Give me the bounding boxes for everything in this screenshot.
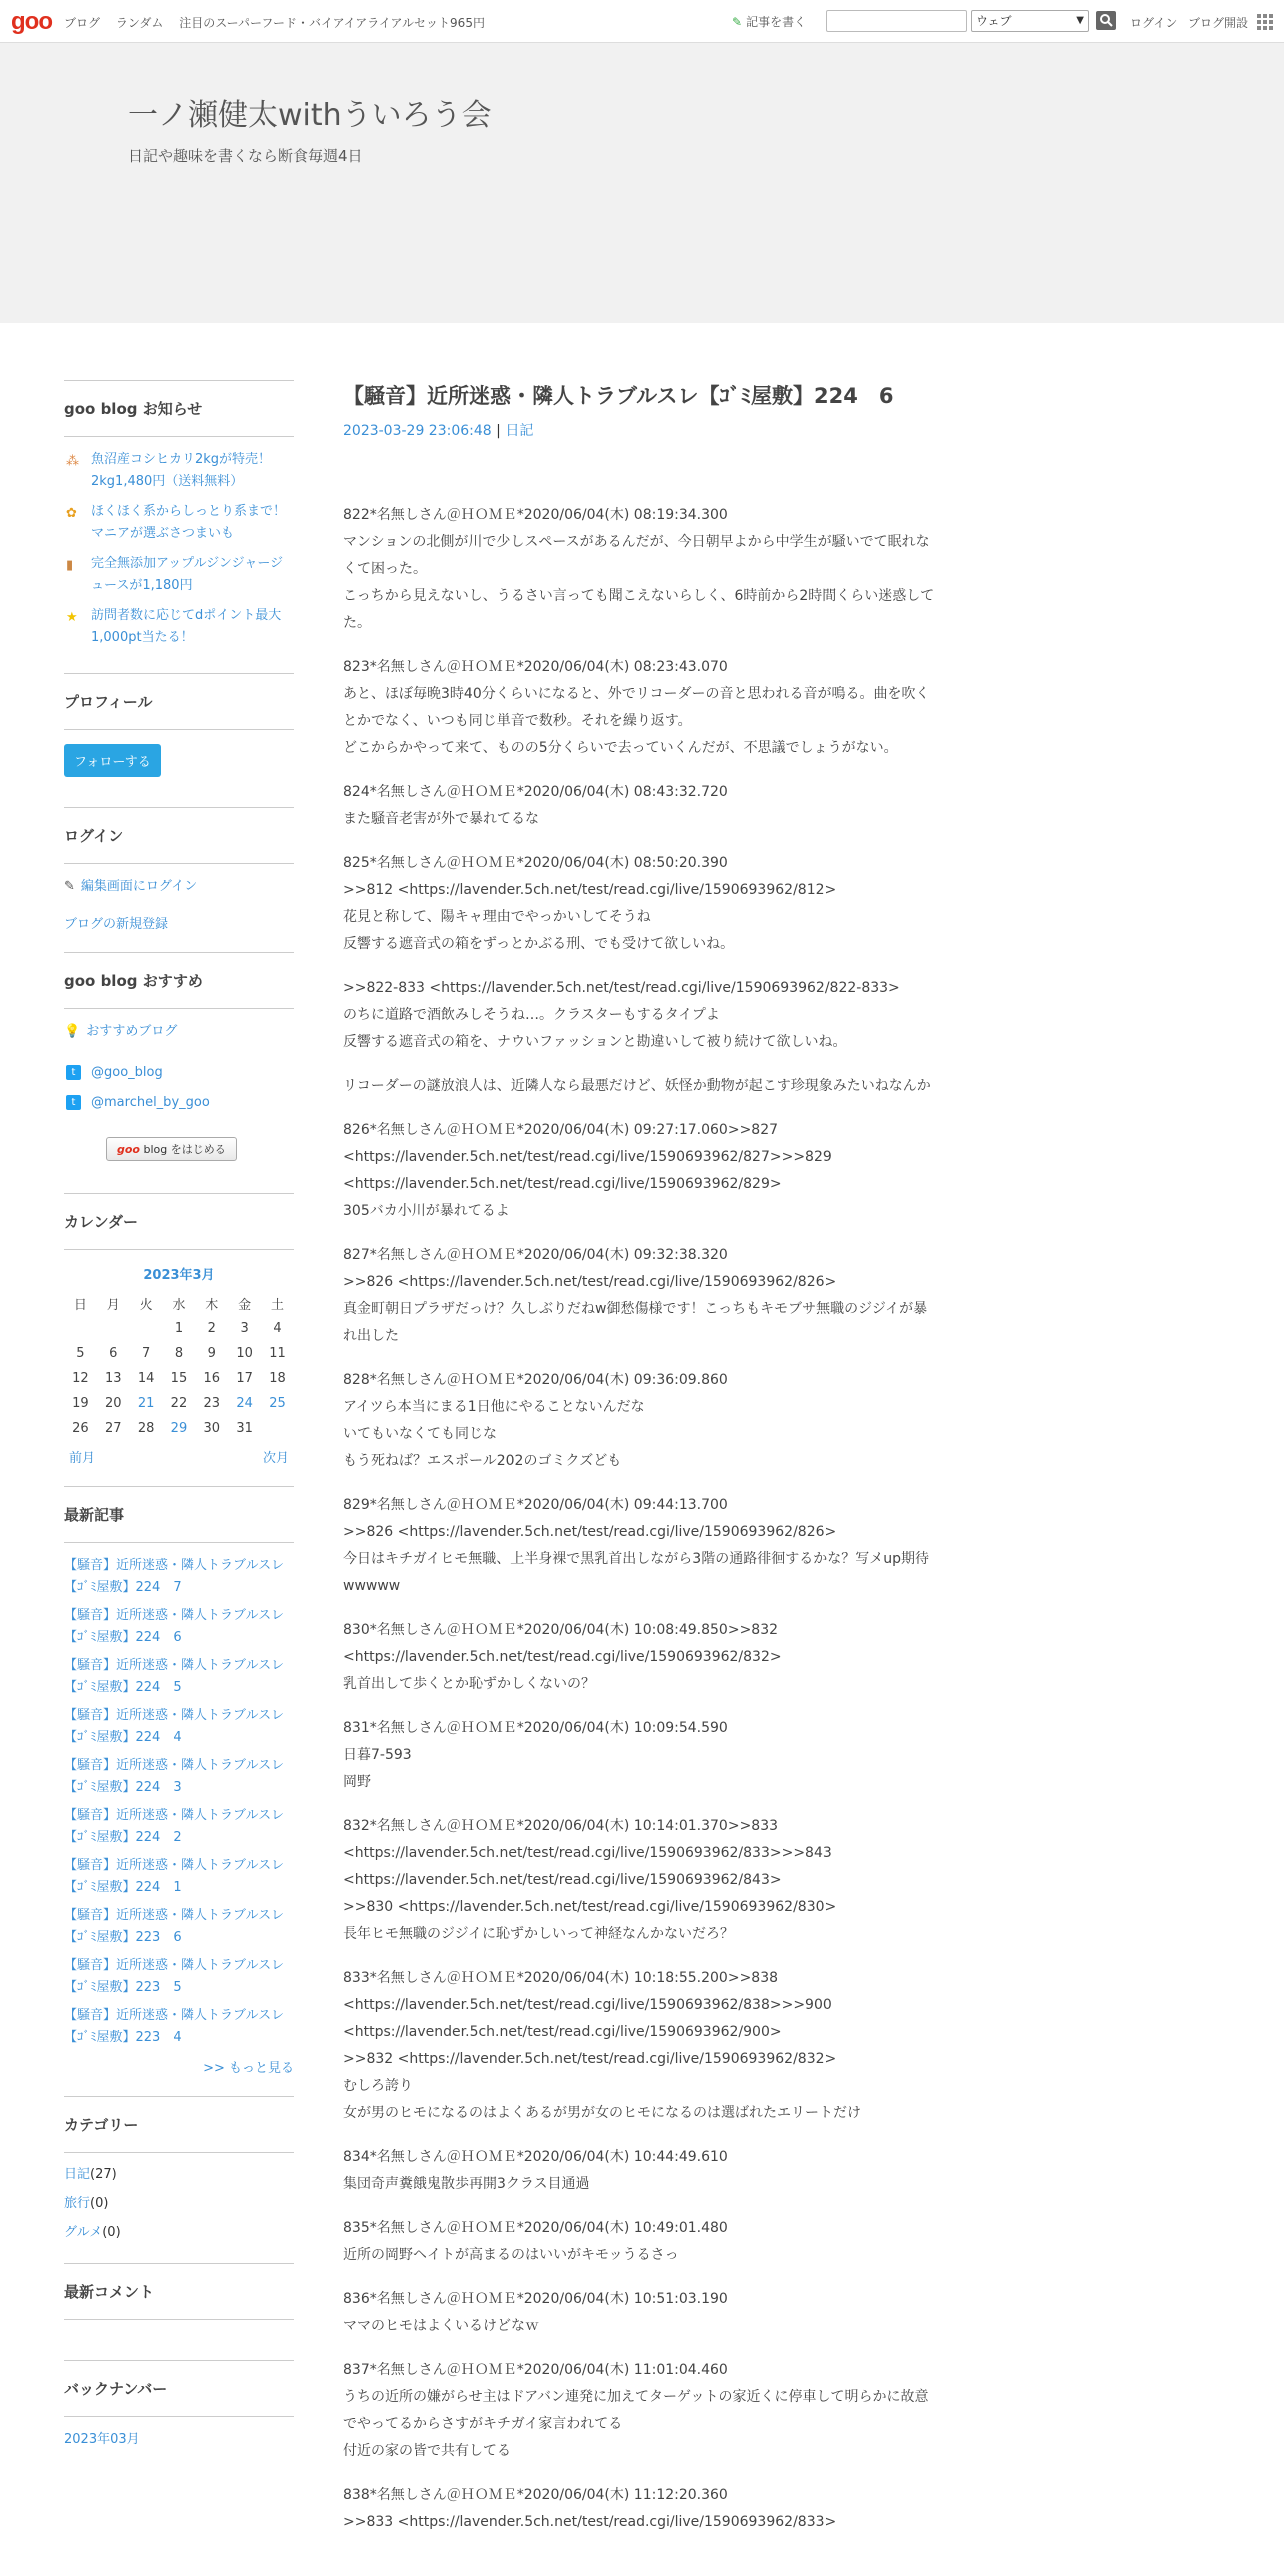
recent-article-link[interactable]: 【騒音】近所迷惑・隣人トラブルスレ【ｺﾞﾐ屋敷】224 1 <box>64 1858 285 1895</box>
write-article-button[interactable] <box>732 13 806 30</box>
notice-item-text: 魚沼産コシヒカリ2kgが特売！2kg1,480円（送料無料） <box>91 452 272 489</box>
calendar-weekday: 日 <box>73 1298 87 1313</box>
recent-article-link[interactable]: 【騒音】近所迷惑・隣人トラブルスレ【ｺﾞﾐ屋敷】224 5 <box>64 1658 285 1695</box>
apps-grid-icon[interactable] <box>1257 14 1273 30</box>
recommend-heading: goo blog おすすめ <box>64 952 294 1009</box>
calendar-weekday: 金 <box>238 1298 252 1313</box>
post-paragraph: 822*名無しさん＠ＨＯＭＥ*2020/06/04(木) 08:19:34.300 マンションの北側が川で少しスペースがあるんだが、今日朝早よから中学生が騒いでて眠れなくて困った。 こっちから見えないし、うるさい言っても聞こえないらしく、6時前から2時間くらい迷惑してた。 <box>343 507 935 631</box>
prev-month-link[interactable]: 前月 <box>69 1451 96 1466</box>
nav-promo[interactable]: 注目のスーパーフード・バイアイアライアルセット965円 <box>179 16 485 30</box>
category-item[interactable] <box>64 2194 294 2214</box>
calendar-heading: カレンダー <box>64 1193 294 1250</box>
notice-item[interactable] <box>64 449 294 493</box>
meta-separator: | <box>496 423 501 439</box>
calendar-weekday: 木 <box>205 1298 219 1313</box>
notice-section <box>64 380 294 649</box>
notice-item[interactable] <box>64 501 294 545</box>
main-content <box>343 380 943 2553</box>
twitter-marchel-link[interactable] <box>64 1093 294 1113</box>
post-paragraph: 829*名無しさん＠ＨＯＭＥ*2020/06/04(木) 09:44:13.700 >>826 <https://lavender.5ch.net/test/read.cgi/live/1590693962/826> 今日はキチガイヒモ無職、上半身裸で黒乳首出しながら3階の通路徘徊するかな？写メup期待wwwww <box>343 1497 929 1594</box>
recent-article-link[interactable]: 【騒音】近所迷惑・隣人トラブルスレ【ｺﾞﾐ屋敷】223 4 <box>64 2008 285 2045</box>
calendar-day: 14 <box>137 1371 155 1386</box>
notice-heading: goo blog お知らせ <box>64 380 294 437</box>
recommend-blog-label: おすすめブログ <box>86 1024 178 1039</box>
open-blog-link[interactable]: ブログ開設 <box>1188 16 1249 30</box>
blog-title[interactable]: 一ノ瀬健太withういろう会 <box>128 98 492 133</box>
post-paragraph: 823*名無しさん＠ＨＯＭＥ*2020/06/04(木) 08:23:43.070 あと、ほぼ毎晩3時40分くらいになると、外でリコーダーの音と思われる音が鳴る。曲を吹くとかでなく、いつも同じ単音で数秒。それを繰り返す。 どこからかやって来て、ものの5分くらいで去っていくんだが、不思議でしょうがない。 <box>343 659 930 756</box>
post-paragraph: 830*名無しさん＠ＨＯＭＥ*2020/06/04(木) 10:08:49.850>>832 <https://lavender.5ch.net/test/read.cgi/live/1590693962/832> 乳首出して歩くとか恥ずかしくないの？ <box>343 1622 782 1692</box>
write-article-label: 記事を書く <box>746 15 807 29</box>
sidebar <box>64 380 294 2467</box>
post-paragraph: 836*名無しさん＠ＨＯＭＥ*2020/06/04(木) 10:51:03.190 ママのヒモはよくいるけどなｗ <box>343 2291 728 2334</box>
calendar-weekday: 水 <box>172 1298 186 1313</box>
post-paragraph: 835*名無しさん＠ＨＯＭＥ*2020/06/04(木) 10:49:01.480 近所の岡野ヘイトが高まるのはいいがキモッうるさっ <box>343 2220 728 2263</box>
notice-item-text: 訪問者数に応じてdポイント最大1,000pt当たる！ <box>91 608 282 645</box>
calendar-day: 22 <box>170 1396 188 1411</box>
calendar-day: 4 <box>273 1321 282 1336</box>
juice-icon: ▮ <box>66 558 74 573</box>
calendar-day: 20 <box>104 1396 122 1411</box>
start-brand: goo <box>117 1143 140 1156</box>
category-name[interactable]: 日記 <box>64 2167 91 2182</box>
search-button[interactable] <box>1096 11 1116 30</box>
calendar-weekday: 火 <box>139 1298 153 1313</box>
post-paragraph: 834*名無しさん＠ＨＯＭＥ*2020/06/04(木) 10:44:49.610 集団奇声糞餓鬼散歩再開3クラス目通過 <box>343 2149 728 2192</box>
calendar-month[interactable]: 2023年3月 <box>143 1268 215 1283</box>
search-input[interactable] <box>826 10 967 32</box>
nav-blog[interactable]: ブログ <box>64 16 101 30</box>
twitter-icon: t <box>66 1095 81 1110</box>
calendar-day[interactable]: 21 <box>137 1396 155 1411</box>
post-date[interactable]: 2023-03-29 23:06:48 <box>343 423 492 439</box>
top-nav <box>64 14 497 31</box>
calendar-weekday: 月 <box>106 1298 120 1313</box>
category-section <box>64 2096 294 2243</box>
nav-random[interactable]: ランダム <box>115 16 164 30</box>
backnumber-section <box>64 2360 294 2451</box>
calendar-day: 8 <box>174 1346 184 1361</box>
blog-header <box>0 43 1284 323</box>
blog-description: 日記や趣味を書くなら断食毎週4日 <box>128 147 363 165</box>
post-paragraph: 832*名無しさん＠ＨＯＭＥ*2020/06/04(木) 10:14:01.370>>833 <https://lavender.5ch.net/test/read.cgi/live/1590693962/833>>>843 <https://lavender.5ch.net/test/read.cgi/live/1590693962/843> >>830 <https://lavender.5ch.net/test/read.cgi/live/1590693962/830> 長年ヒモ無職のジジイに恥ずかしいって神経なんかないだろ？ <box>343 1818 837 1942</box>
notice-item[interactable] <box>64 605 294 649</box>
calendar-day: 6 <box>109 1346 118 1361</box>
calendar-day: 9 <box>207 1346 216 1361</box>
edit-login-link[interactable] <box>64 876 294 898</box>
calendar-day: 1 <box>174 1321 184 1336</box>
recent-article-link[interactable]: 【騒音】近所迷惑・隣人トラブルスレ【ｺﾞﾐ屋敷】224 2 <box>64 1808 285 1845</box>
post-paragraph: 826*名無しさん＠ＨＯＭＥ*2020/06/04(木) 09:27:17.060>>827 <https://lavender.5ch.net/test/read.cgi/live/1590693962/827>>>829 <https://lavender.5ch.net/test/read.cgi/live/1590693962/829> 305バカ小川が暴れてるよ <box>343 1122 832 1219</box>
calendar-day <box>130 1316 163 1341</box>
recent-article-link[interactable]: 【騒音】近所迷惑・隣人トラブルスレ【ｺﾞﾐ屋敷】223 5 <box>64 1958 285 1995</box>
calendar-day[interactable]: 25 <box>269 1396 286 1411</box>
calendar-day: 19 <box>72 1396 89 1411</box>
rice-icon: ⁂ <box>66 454 79 469</box>
calendar-day[interactable]: 29 <box>170 1421 188 1436</box>
calendar-day: 11 <box>269 1346 286 1361</box>
calendar-day[interactable]: 24 <box>236 1396 253 1411</box>
calendar-day: 16 <box>203 1371 221 1386</box>
flower-icon: ✿ <box>66 506 77 521</box>
calendar-day <box>64 1316 97 1341</box>
category-heading: カテゴリー <box>64 2096 294 2153</box>
category-item[interactable] <box>64 2223 294 2243</box>
goo-logo[interactable]: goo <box>11 8 52 35</box>
notice-item-text: ほくほく系からしっとり系まで！マニアが選ぶさつまいも <box>91 504 287 541</box>
login-link[interactable]: ログイン <box>1130 16 1178 30</box>
category-name[interactable]: グルメ <box>64 2225 103 2240</box>
post-paragraph: 825*名無しさん＠ＨＯＭＥ*2020/06/04(木) 08:50:20.390 >>812 <https://lavender.5ch.net/test/read.cgi/live/1590693962/812> 花見と称して、陽キャ理由でやっかいしてそうね 反響する遮音式の箱をずっとかぶる刑、でも受けて欲しいね。 <box>343 855 837 952</box>
category-count: (27) <box>90 2167 117 2182</box>
post-body <box>343 502 943 2536</box>
post-paragraph: 828*名無しさん＠ＨＯＭＥ*2020/06/04(木) 09:36:09.860 アイツら本当にまる1日他にやることないんだな いてもいなくても同じな もう死ねば？エスポール202のゴミクズども <box>343 1372 728 1469</box>
calendar-day: 28 <box>137 1421 155 1436</box>
calendar-day: 30 <box>203 1421 221 1436</box>
calendar-day: 12 <box>72 1371 89 1386</box>
edit-login-label: 編集画面にログイン <box>80 879 198 894</box>
comments-heading: 最新コメント <box>64 2263 294 2320</box>
category-count: (0) <box>90 2196 109 2211</box>
calendar-day: 5 <box>76 1346 85 1361</box>
post-paragraph: 838*名無しさん＠ＨＯＭＥ*2020/06/04(木) 11:12:20.360 >>833 <https://lavender.5ch.net/test/read.cgi/live/1590693962/833> <box>343 2487 837 2530</box>
recommend-blog-link[interactable] <box>64 1021 294 1043</box>
calendar-day: 27 <box>104 1421 122 1436</box>
login-heading: ログイン <box>64 807 294 864</box>
calendar <box>64 1264 294 1466</box>
recent-article-link[interactable]: 【騒音】近所迷惑・隣人トラブルスレ【ｺﾞﾐ屋敷】224 4 <box>64 1708 285 1745</box>
post-paragraph: 837*名無しさん＠ＨＯＭＥ*2020/06/04(木) 11:01:04.460 うちの近所の嫌がらせ主はドアバン連発に加えてターゲットの家近くに停車して明らかに故意でやってるからさすがキチガイ家言われてる 付近の家の皆で共有してる <box>343 2362 929 2459</box>
next-month-link[interactable]: 次月 <box>262 1451 289 1466</box>
post-paragraph: 824*名無しさん＠ＨＯＭＥ*2020/06/04(木) 08:43:32.720 また騒音老害が外で暴れてるな <box>343 784 728 827</box>
calendar-day: 23 <box>203 1396 221 1411</box>
calendar-section <box>64 1193 294 1466</box>
profile-section <box>64 673 294 795</box>
post-paragraph: 827*名無しさん＠ＨＯＭＥ*2020/06/04(木) 09:32:38.320 >>826 <https://lavender.5ch.net/test/read.cgi/live/1590693962/826> 真金町朝日プラザだっけ？久しぶりだねw御愁傷様です！こっちもキモブサ無職のジジイが暴れ出した <box>343 1247 928 1344</box>
register-link[interactable]: ブログの新規登録 <box>64 917 169 932</box>
recent-heading: 最新記事 <box>64 1486 294 1543</box>
login-section <box>64 807 294 936</box>
category-name[interactable]: 旅行 <box>64 2196 91 2211</box>
star-icon: ★ <box>66 610 78 625</box>
notice-item-text: 完全無添加アップルジンジャージュースが1,180円 <box>91 556 284 593</box>
post-paragraph: 831*名無しさん＠ＨＯＭＥ*2020/06/04(木) 10:09:54.590 日暮7-593 岡野 <box>343 1720 728 1790</box>
recent-list <box>64 1555 294 2049</box>
post-paragraph: >>822-833 <https://lavender.5ch.net/test/read.cgi/live/1590693962/822-833> のちに道路で酒飲みしそうね…。クラスターもするタイプよ 反響する遮音式の箱を、ナウいファッションと勘違いして被り続けて欲しいね。 <box>343 980 900 1050</box>
recent-article-link[interactable]: 【騒音】近所迷惑・隣人トラブルスレ【ｺﾞﾐ屋敷】223 6 <box>64 1908 285 1945</box>
post-meta <box>343 420 943 440</box>
backnumber-heading: バックナンバー <box>64 2360 294 2417</box>
calendar-day <box>261 1416 294 1441</box>
twitter-goo-blog-link[interactable] <box>64 1063 294 1083</box>
search-scope-value: ウェブ <box>976 14 1012 28</box>
pen-icon: ✎ <box>64 879 75 894</box>
calendar-day: 26 <box>72 1421 89 1436</box>
twitter-handle: @marchel_by_goo <box>91 1095 210 1110</box>
top-bar <box>0 0 1284 43</box>
start-blog-button[interactable] <box>106 1137 237 1161</box>
recent-article-link[interactable]: 【騒音】近所迷惑・隣人トラブルスレ【ｺﾞﾐ屋敷】224 6 <box>64 1608 285 1645</box>
search-icon <box>1099 13 1113 27</box>
category-count: (0) <box>102 2225 121 2240</box>
calendar-table <box>64 1291 294 1441</box>
start-text: blog をはじめる <box>143 1143 226 1156</box>
post-category[interactable]: 日記 <box>505 423 534 439</box>
calendar-nav <box>69 1447 289 1466</box>
lightbulb-icon: 💡 <box>64 1024 81 1039</box>
calendar-day <box>97 1316 130 1341</box>
calendar-day: 31 <box>236 1421 253 1436</box>
calendar-day: 7 <box>141 1346 151 1361</box>
recent-article-link[interactable]: 【騒音】近所迷惑・隣人トラブルスレ【ｺﾞﾐ屋敷】224 3 <box>64 1758 285 1795</box>
more-link[interactable]: >> もっと見る <box>203 2061 294 2076</box>
calendar-day: 10 <box>236 1346 253 1361</box>
recommend-section <box>64 952 294 1181</box>
comments-section <box>64 2263 294 2320</box>
calendar-day: 13 <box>104 1371 122 1386</box>
calendar-day: 17 <box>236 1371 253 1386</box>
profile-heading: プロフィール <box>64 673 294 730</box>
recent-article-link[interactable]: 【騒音】近所迷惑・隣人トラブルスレ【ｺﾞﾐ屋敷】224 7 <box>64 1558 285 1595</box>
twitter-icon: t <box>66 1065 81 1080</box>
search-scope-select[interactable] <box>971 10 1089 32</box>
calendar-weekday: 土 <box>271 1298 285 1313</box>
pencil-icon: ✎ <box>732 15 743 29</box>
category-item[interactable] <box>64 2165 294 2185</box>
calendar-day: 15 <box>170 1371 188 1386</box>
calendar-day: 2 <box>207 1321 216 1336</box>
backnumber-item[interactable]: 2023年03月 <box>64 2432 140 2447</box>
twitter-handle: @goo_blog <box>91 1065 163 1080</box>
post-title[interactable]: 【騒音】近所迷惑・隣人トラブルスレ【ｺﾞﾐ屋敷】224 6 <box>343 384 894 408</box>
post-paragraph: リコーダーの謎放浪人は、近隣人なら最悪だけど、妖怪か動物が起こす珍現象みたいねなんか <box>343 1078 931 1094</box>
recent-section <box>64 1486 294 2076</box>
calendar-day: 3 <box>240 1321 249 1336</box>
calendar-day: 18 <box>269 1371 286 1386</box>
follow-button[interactable]: フォローする <box>64 744 161 777</box>
post-paragraph: 833*名無しさん＠ＨＯＭＥ*2020/06/04(木) 10:18:55.200>>838 <https://lavender.5ch.net/test/read.cgi/live/1590693962/838>>>900 <https://lavender.5ch.net/test/read.cgi/live/1590693962/900> >>832 <https://lavender.5ch.net/test/read.cgi/live/1590693962/832> むしろ誇り 女が男のヒモになるのはよくあるが男が女のヒモになるのは選ばれたエリートだけ <box>343 1970 861 2121</box>
notice-item[interactable] <box>64 553 294 597</box>
chevron-down-icon: ▼ <box>1076 15 1084 26</box>
